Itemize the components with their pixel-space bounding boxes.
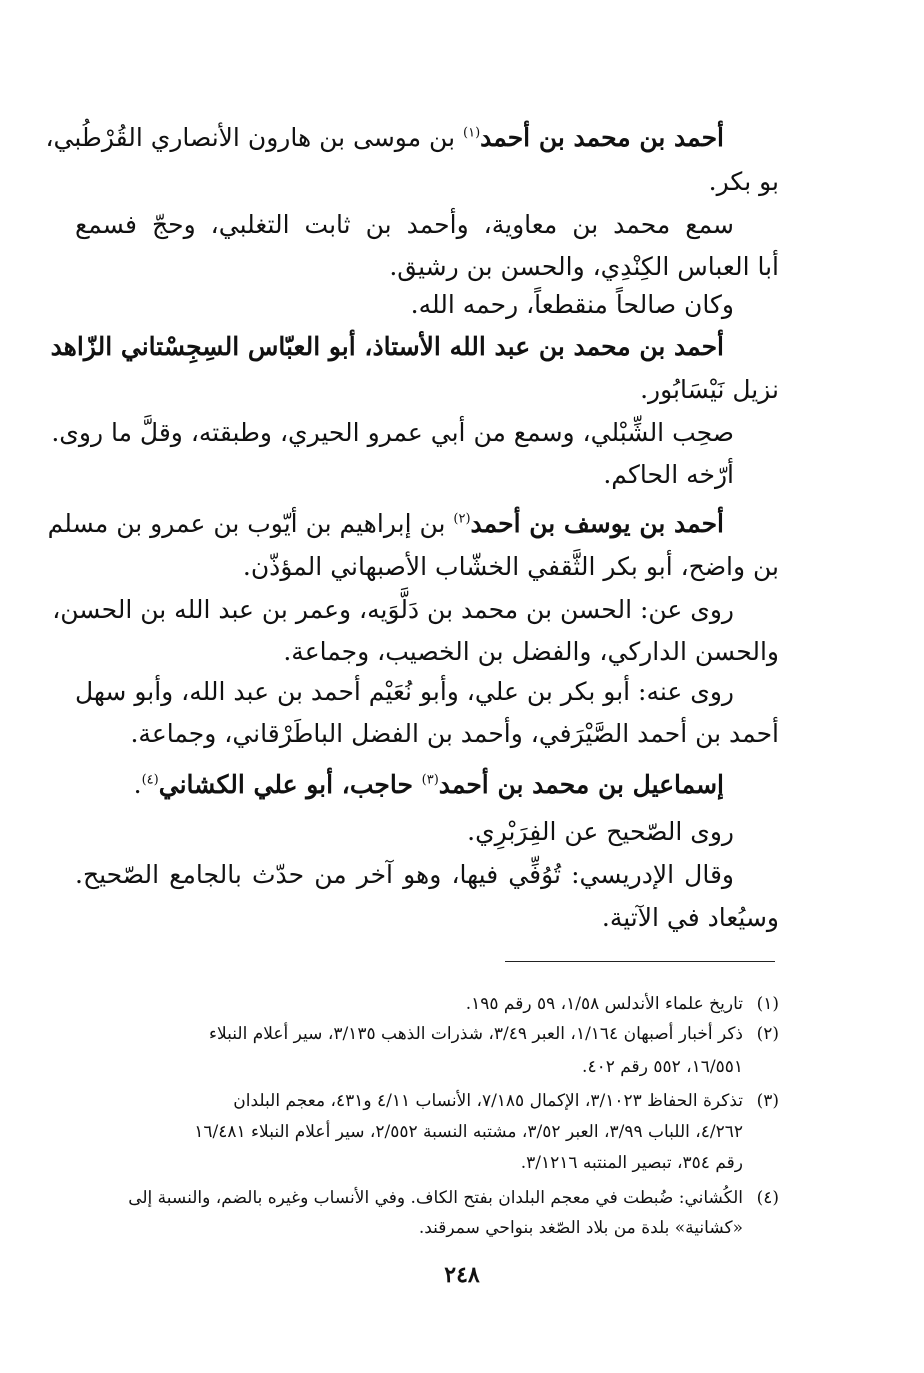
footnote-ref-4: (٤) [141, 772, 159, 788]
entry-4-name: إسماعيل بن محمد بن أحمد [438, 770, 724, 799]
entry-4-line-3: وقال الإدريسي: تُوُفِّي فيها، وهو آخر من حدّث بالجامع الصّحيح. [75, 860, 734, 889]
footnote-1 [78, 990, 779, 1018]
footnote-2-text-line-1: ذكر أخبار أصبهان ١/١٦٤، العبر ٣/٤٩، شذرات الذهب ٣/١٣٥، سير أعلام النبلاء [209, 1024, 743, 1044]
footnote-3-line-3: رقم ٣٥٤، تبصير المنتبه ٣/١٢١٦. [520, 1153, 743, 1173]
footnote-2-number: (٢) [756, 1024, 779, 1044]
footnote-3-line-2: ٤/٢٦٢، اللباب ٣/٩٩، العبر ٣/٥٢، مشتبه النسبة ٢/٥٥٢، سير أعلام النبلاء ١٦/٤٨١ [194, 1122, 743, 1142]
entry-3-line-6: أحمد بن أحمد الصَّيْرَفي، وأحمد بن الفضل الباطَرْقاني، وجماعة. [130, 719, 779, 748]
footnote-2-line-2: ١٦/٥٥١، ٥٥٢ رقم ٤٠٢. [582, 1057, 743, 1077]
footnote-ref-1: (١) [463, 125, 481, 141]
entry-2-line-1: أحمد بن محمد بن عبد الله الأستاذ، أبو العبّاس السِجِسْتاني الزّاهد [50, 332, 724, 361]
entry-1-line-5: وكان صالحاً منقطعاً، رحمه الله. [410, 290, 734, 319]
footnote-ref-3: (٣) [421, 772, 439, 788]
entry-4-line-2: روى الصّحيح عن الفِرَبْرِي. [467, 817, 734, 846]
entry-3-line-2: بن واضح، أبو بكر الثَّقفي الخشّاب الأصبهاني المؤذّن. [242, 552, 779, 581]
footnote-4-text-line-1: الكُشاني: ضُبطت في معجم البلدان بفتح الكاف. وفي الأنساب وغيره بالضم، والنسبة إلى [128, 1188, 743, 1208]
footnote-separator [505, 961, 775, 962]
entry-4-line-1-end: . [133, 770, 142, 799]
entry-3-name: أحمد بن يوسف بن أحمد [470, 509, 724, 538]
entry-3-line-1 [47, 504, 724, 544]
page-number: ٢٤٨ [444, 1262, 480, 1288]
footnote-3-number: (٣) [756, 1091, 779, 1111]
entry-4-line-1-rest: حاجب، أبو علي الكشاني [158, 770, 422, 799]
footnote-4-number: (٤) [756, 1188, 779, 1208]
entry-4-line-4: وسيُعاد في الآتية. [601, 903, 779, 932]
entry-1-line-4: أبا العباس الكِنْدِي، والحسن بن رشيق. [389, 252, 779, 281]
entry-3-line-5: روى عنه: أبو بكر بن علي، وأبو نُعَيْم أحمد بن عبد الله، وأبو سهل [74, 677, 734, 706]
entry-1-line-2: بو بكر. [708, 167, 779, 196]
footnote-1-number: (١) [756, 994, 779, 1014]
entry-3-line-3: روى عن: الحسن بن محمد بن دَلَّوَيه، وعمر بن عبد الله بن الحسن، [52, 595, 734, 624]
entry-2-line-4: أرّخه الحاكم. [603, 460, 734, 489]
footnote-3 [78, 1087, 779, 1115]
footnote-3-text-line-1: تذكرة الحفاظ ٣/١٠٢٣، الإكمال ٧/١٨٥، الأنساب ٤/١١ و٤٣١، معجم البلدان [233, 1091, 743, 1111]
entry-1-line-1-rest: بن موسى بن هارون الأنصاري القُرْطُبي، [45, 123, 463, 152]
footnote-4-line-2: «كشانية» بلدة من بلاد الصّغد بنواحي سمرقند. [418, 1218, 743, 1238]
entry-2-line-3: صحِب الشِّبْلي، وسمع من أبي عمرو الحيري، وطبقته، وقلَّ ما روى. [51, 418, 734, 447]
entry-4-line-1 [75, 765, 724, 805]
footnote-1-text: تاريخ علماء الأندلس ١/٥٨، ٥٩ رقم ١٩٥. [465, 994, 743, 1014]
entry-3-line-1-rest: بن إبراهيم بن أيّوب بن عمرو بن مسلم [47, 509, 454, 538]
entry-1-line-3: سمع محمد بن معاوية، وأحمد بن ثابت التغلبي، وحجّ فسمع [75, 210, 734, 239]
entry-1-line-1 [45, 118, 724, 158]
footnote-2 [78, 1020, 779, 1048]
entry-3-line-4: والحسن الداركي، والفضل بن الخصيب، وجماعة. [283, 637, 779, 666]
footnote-ref-2: (٢) [453, 511, 471, 527]
entry-1-name: أحمد بن محمد بن أحمد [480, 123, 724, 152]
footnote-4 [78, 1184, 779, 1212]
entry-2-line-2: نزيل نَيْسَابُور. [640, 375, 779, 404]
